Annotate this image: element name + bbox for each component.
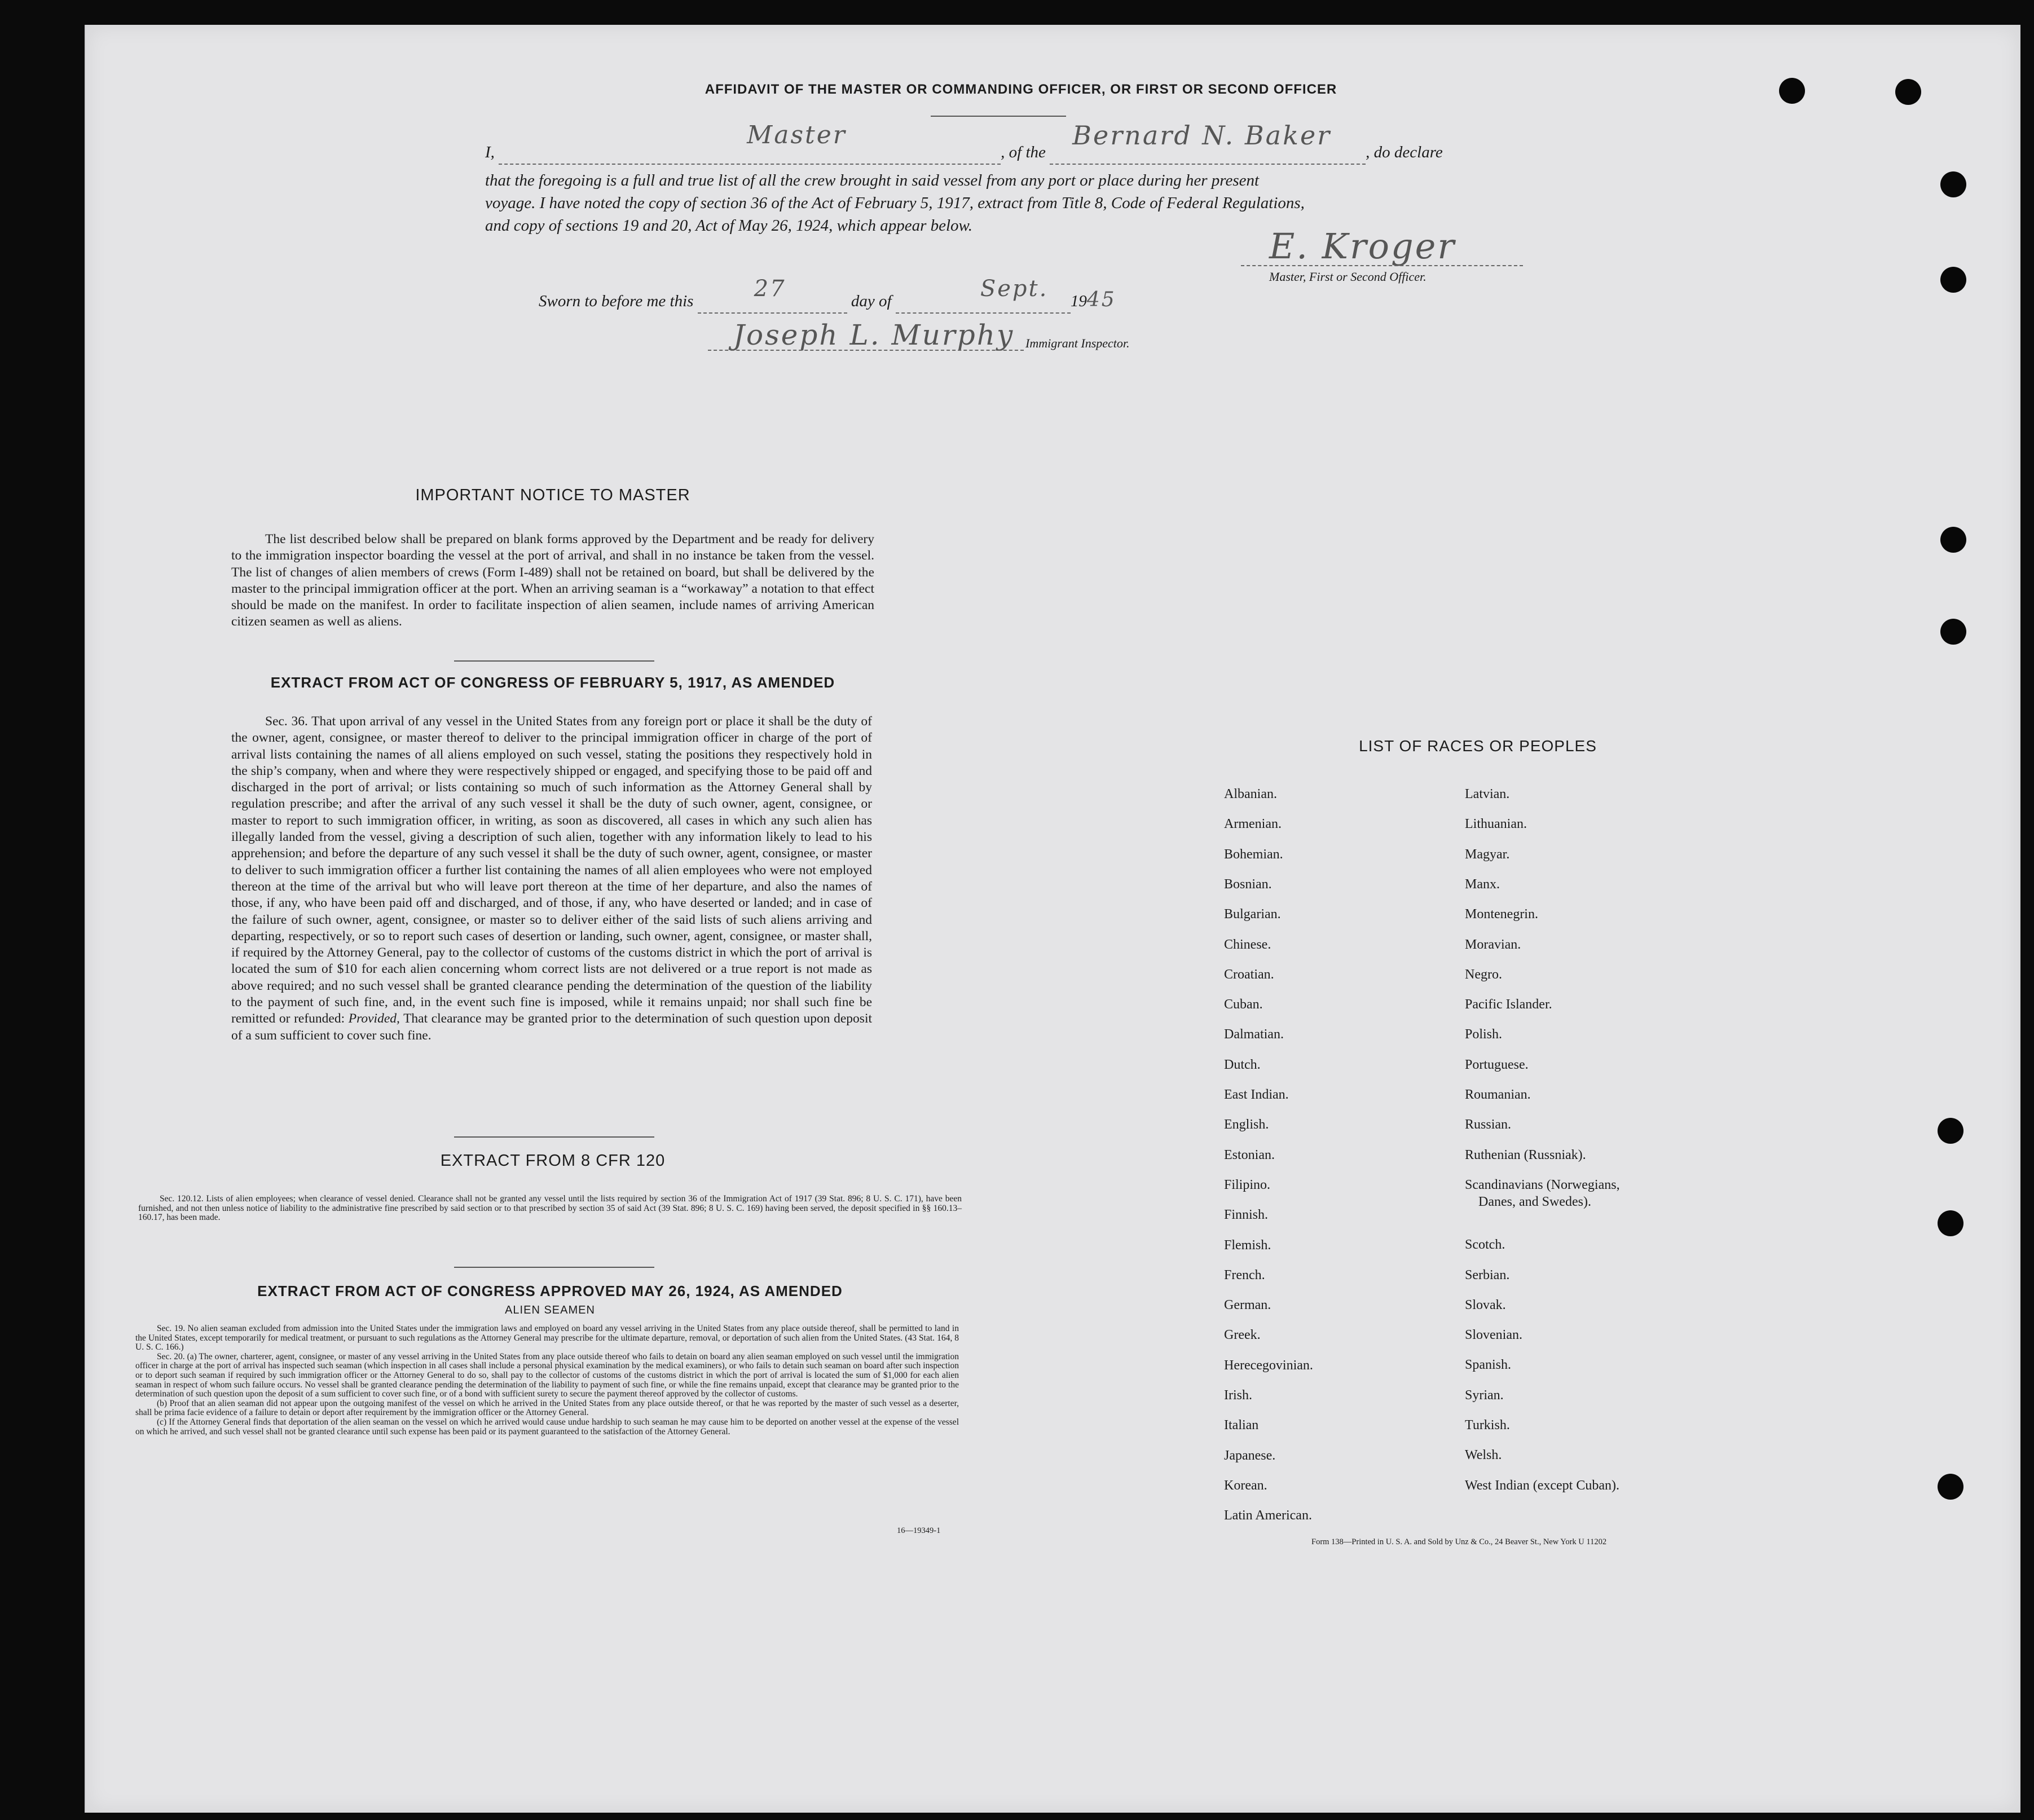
race-item: Dutch. xyxy=(1224,1057,1261,1072)
race-item: English. xyxy=(1224,1117,1269,1132)
extract-1924-heading: EXTRACT FROM ACT OF CONGRESS APPROVED MAY 26, 1924, AS AMENDED xyxy=(257,1283,843,1299)
binder-hole xyxy=(1938,1118,1963,1144)
binder-hole xyxy=(1779,78,1805,104)
extract-1917-body xyxy=(231,713,872,1044)
race-item: Lithuanian. xyxy=(1465,817,1527,832)
binder-hole xyxy=(1938,1210,1963,1236)
race-item: Japanese. xyxy=(1224,1448,1276,1463)
sec-19-paragraph xyxy=(135,1324,959,1352)
printer-footer: Form 138—Printed in U. S. A. and Sold by Unz & Co., 24 Beaver St., New York U 11202 xyxy=(1311,1537,1607,1546)
race-item: Spanish. xyxy=(1465,1358,1512,1373)
sec-20a-paragraph xyxy=(135,1352,959,1399)
master-signature: E. Kroger xyxy=(1269,226,1456,267)
vessel-field xyxy=(1050,120,1366,165)
month-field xyxy=(896,276,1071,314)
day-field xyxy=(698,276,847,314)
race-item: Ruthenian (Russniak). xyxy=(1465,1147,1586,1162)
race-item: Manx. xyxy=(1465,876,1500,892)
sworn-line xyxy=(539,276,1272,314)
race-item: Cuban. xyxy=(1224,997,1263,1012)
race-item: Montenegrin. xyxy=(1465,907,1538,922)
affidavit-title: AFFIDAVIT OF THE MASTER OR COMMANDING OFFICER, OR FIRST OR SECOND OFFICER xyxy=(705,82,1337,97)
race-item: Latin American. xyxy=(1224,1508,1312,1523)
declaration-prefix: I, xyxy=(485,143,495,161)
sec-19-text: Sec. 19. No alien seaman excluded from admission into the United States under the immigration laws and employed on board any vessel arriving in the United States from any place outside thereof, shall be permitted to land in the United States, except temporarily for medical treatment, or pursuant to such regulations as the Attorney General may prescribe for the ultimate departure, removal, or deportation of such alien from the United States. (43 Stat. 164, 8 U. S. C. 166.) xyxy=(135,1324,959,1352)
notice-text: The list described below shall be prepared on blank forms approved by the Department and be ready for delivery to the immigration inspector boarding the vessel at the port of arrival, and shall in no instance be taken from the vessel. The list of changes of alien members of crews (Form I-489) shall not be retained on board, but shall be delivered by the master to the principal immigration officer at the port. When an arriving seaman is a “workaway” a notation to that effect should be made on the manifest. In order to facilitate inspection of alien seamen, include names of arriving American citizen seamen as well as aliens. xyxy=(231,532,875,629)
sec-36-label: Sec. 36. xyxy=(265,714,308,729)
race-item: Welsh. xyxy=(1465,1448,1502,1463)
handwritten-vessel: Bernard N. Baker xyxy=(1072,120,1332,151)
race-item: Armenian. xyxy=(1224,817,1282,832)
inspector-caption: Immigrant Inspector. xyxy=(1025,336,1130,350)
race-item: Greek. xyxy=(1224,1328,1261,1343)
extract-cfr-heading: EXTRACT FROM 8 CFR 120 xyxy=(440,1152,666,1170)
binder-hole xyxy=(1940,171,1966,197)
race-item: Portuguese. xyxy=(1465,1057,1529,1072)
form-code: 16—19349-1 xyxy=(897,1526,941,1535)
divider xyxy=(931,116,1066,117)
of-the-label: , of the xyxy=(1001,143,1046,161)
sec-20c-text: (c) If the Attorney General finds that deportation of the alien seaman on the vessel on which he arrived would cause undue hardship to such seaman he may cause him to be deported on another vessel at the expense of the vessel on which he arrived, and such vessel shall not be granted clearance until such expense has been paid or its payment guaranteed to the satisfaction of the Attorney General. xyxy=(135,1417,959,1436)
binder-hole xyxy=(1940,267,1966,293)
signature-line xyxy=(1241,265,1523,266)
master-caption: Master, First or Second Officer. xyxy=(1269,270,1427,284)
notice-title: IMPORTANT NOTICE TO MASTER xyxy=(415,486,690,504)
do-declare-label: , do declare xyxy=(1366,143,1443,161)
extract-1917-heading: EXTRACT FROM ACT OF CONGRESS OF FEBRUARY 5, 1917, AS AMENDED xyxy=(270,674,835,691)
day-of-label: day of xyxy=(851,292,892,310)
sec-36-text: That upon arrival of any vessel in the United States from any foreign port or place it shall be the duty of the owner, agent, consignee, or master thereof to deliver to the principal immigration officer in charge of the port of arrival lists containing the names of all aliens employed on such vessel, stating the positions they respectively hold in the ship’s company, when and where they were respectively shipped or engaged, and specifying those to be paid off and discharged in the port of arrival; or lists containing so much of such information as the Attorney General shall by regulation prescribe; and after the arrival of any such vessel it shall be the duty of such owner, agent, consignee, or master to report to such immigration officer, in writing, as soon as discovered, all cases in which any such alien has illegally landed from the vessel, giving a description of such alien, together with any information likely to lead to his apprehension; and before the departure of any such vessel it shall be the duty of such owner, agent, consignee, or master to deliver to such immigration officer a further list containing the names of all alien employees who were not employed thereon at the time of the arrival but who will leave port thereon at the time of her departure, and also the names of those, if any, who have been paid off and discharged, and of those, if any, who have deserted or landed; and in case of the failure of such owner, agent, consignee, or master so to deliver either of the said lists of such aliens arriving and departing, respectively, or so to report such cases of desertion or landing, such owner, agent, consignee, or master shall, if required by the Attorney General, pay to the collector of customs of the customs district in which the port of arrival is located the sum of $10 for each alien concerning whom correct lists are not delivered or a true report is not made as above required; and no such vessel shall be granted clearance pending the determination of the question of the liability to the payment of such fine, and, in the event such fine is imposed, while it remains unpaid; nor shall such fine be remitted or refunded: xyxy=(231,714,873,1026)
race-item: German. xyxy=(1224,1298,1271,1313)
race-item: Scandinavians (Norwegians, xyxy=(1465,1177,1620,1192)
race-item: West Indian (except Cuban). xyxy=(1465,1478,1619,1493)
race-item: Slovenian. xyxy=(1465,1328,1522,1343)
inspector-signature: Joseph L. Murphy xyxy=(733,319,1015,351)
race-item: Irish. xyxy=(1224,1388,1252,1403)
race-item: Serbian. xyxy=(1465,1267,1510,1283)
race-item: Italian xyxy=(1224,1418,1259,1433)
race-item: Polish. xyxy=(1465,1027,1503,1042)
race-item: Korean. xyxy=(1224,1478,1267,1493)
race-item: Flemish. xyxy=(1224,1237,1271,1253)
sec-36-text-end: That clearance may be granted prior to the determination of such question upon deposit of a sum sufficient to cover such fine. xyxy=(231,1011,873,1043)
divider xyxy=(454,1267,654,1268)
extract-1924-subheading: ALIEN SEAMEN xyxy=(505,1304,595,1316)
race-item: Estonian. xyxy=(1224,1147,1275,1162)
handwritten-year: 45 xyxy=(1086,288,1116,311)
race-item: Bohemian. xyxy=(1224,847,1283,862)
race-item: Russian. xyxy=(1465,1117,1512,1132)
race-item: Filipino. xyxy=(1224,1177,1271,1192)
race-item: Chinese. xyxy=(1224,937,1271,952)
race-item: Albanian. xyxy=(1224,787,1277,801)
race-item: French. xyxy=(1224,1267,1265,1283)
race-item: Moravian. xyxy=(1465,937,1521,952)
race-item: Finnish. xyxy=(1224,1208,1269,1223)
race-item: Roumanian. xyxy=(1465,1087,1531,1102)
sworn-prefix: Sworn to before me this xyxy=(539,292,694,310)
race-item: Dalmatian. xyxy=(1224,1027,1284,1042)
race-item: Pacific Islander. xyxy=(1465,997,1552,1012)
divider xyxy=(454,1136,654,1138)
divider xyxy=(454,660,654,662)
binder-hole xyxy=(1938,1474,1963,1500)
race-item: Scotch. xyxy=(1465,1237,1505,1253)
sec-20b-paragraph xyxy=(135,1399,959,1418)
extract-cfr-body xyxy=(138,1195,962,1223)
race-item: Herecegovinian. xyxy=(1224,1358,1313,1373)
race-item: Bosnian. xyxy=(1224,876,1272,892)
declaration-line-2: that the foregoing is a full and true list of all the crew brought in said vessel from any port or place during her present xyxy=(485,171,1260,190)
handwritten-rank: Master xyxy=(747,121,847,149)
races-title: LIST OF RACES OR PEOPLES xyxy=(1359,737,1597,755)
race-item: Turkish. xyxy=(1465,1418,1510,1433)
binder-hole xyxy=(1940,619,1966,645)
notice-body xyxy=(231,531,874,631)
cfr-text: Sec. 120.12. Lists of alien employees; when clearance of vessel denied. Clearance shall not be granted any vessel until the lists required by section 36 of the Immigration Act of 1917 (39 Stat. 896; 8 U. S. C. 171), have been furnished, and not then unless notice of liability to the administrative fine prescribed by said section or to that prescribed by section 35 of said Act (39 Stat. 896; 8 U. S. C. 169) having been served, the deposit specified in §§ 160.13–160.17, has been made. xyxy=(138,1194,962,1223)
extract-1924-body xyxy=(135,1324,959,1436)
year-printed: 19 xyxy=(1070,292,1087,310)
race-item: Syrian. xyxy=(1465,1387,1504,1403)
handwritten-month: Sept. xyxy=(980,276,1049,302)
declaration-line-3: voyage. I have noted the copy of section 36 of the Act of February 5, 1917, extract from Title 8, Code of Federal Regulations, xyxy=(485,194,1305,212)
handwritten-day: 27 xyxy=(754,276,786,302)
race-item: East Indian. xyxy=(1224,1087,1289,1102)
inspector-line xyxy=(708,350,1024,351)
sec-20b-text: (b) Proof that an alien seaman did not appear upon the outgoing manifest of the vessel on which he arrived in the United States from any place outside thereof, or that he was reported by the master of such vessel as a deserter, shall be prima facie evidence of a failure to detain or deport after requirement by the immigration officer or the Attorney General. xyxy=(135,1398,959,1418)
provided-label: Provided, xyxy=(348,1011,400,1026)
declaration-line-1 xyxy=(485,120,1557,165)
binder-hole xyxy=(1940,527,1966,553)
race-item: Croatian. xyxy=(1224,967,1274,982)
sec-20c-paragraph xyxy=(135,1418,959,1436)
binder-hole xyxy=(1895,79,1921,105)
race-item: Negro. xyxy=(1465,967,1502,982)
race-item: Latvian. xyxy=(1465,787,1510,801)
sec-20a-text: Sec. 20. (a) The owner, charterer, agent, consignee, or master of any vessel arriving in the United States from any place outside thereof who fails to detain on board any alien seaman employed on such vessel until the immigration officer in charge at the port of arrival has inspected such seaman (which inspection in all cases shall include a personal physical examination by the medical examiners), or who fails to detain such seaman on board after such inspection or to deport such seaman if required by such immigration officer or the Attorney General to do so, shall pay to the collector of customs of the customs district in which the port of arrival is located the sum of $1,000 for each alien seaman in respect of whom such failure occurs. No vessel shall be granted clearance pending the determination of the liability to payment of such fine, or while the fine remains unpaid, except that clearance may be granted prior to the determination of such question upon the deposit of a sum sufficient to cover such fine, or of a bond with sufficient surety to secure the payment thereof approved by the collector of customs. xyxy=(135,1351,959,1399)
race-item: Slovak. xyxy=(1465,1297,1506,1312)
rank-field xyxy=(499,121,1001,165)
race-item: Bulgarian. xyxy=(1224,907,1281,922)
race-item: Danes, and Swedes). xyxy=(1478,1194,1591,1209)
race-item: Magyar. xyxy=(1465,847,1510,862)
declaration-line-4: and copy of sections 19 and 20, Act of May 26, 1924, which appear below. xyxy=(485,217,972,235)
